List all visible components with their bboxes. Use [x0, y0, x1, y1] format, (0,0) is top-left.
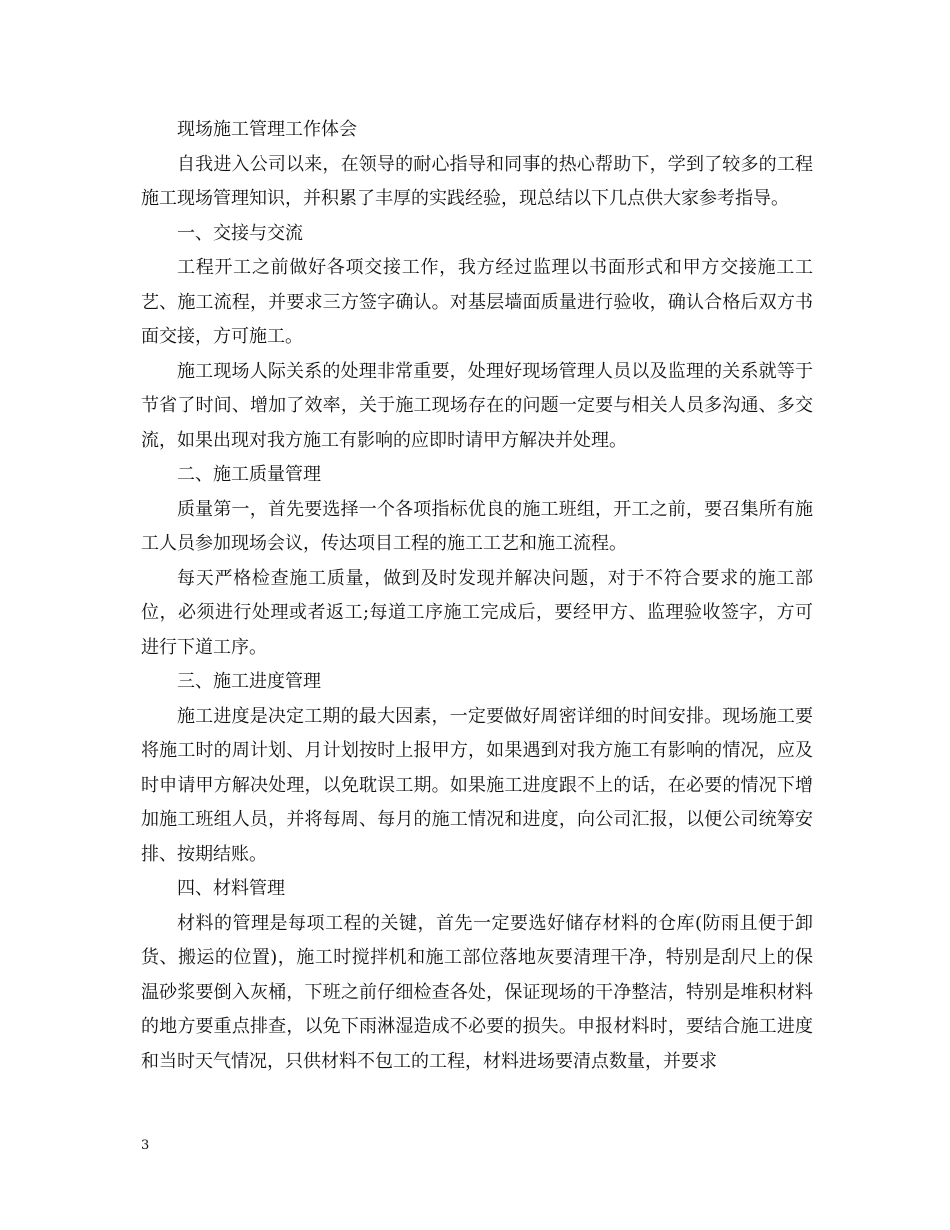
paragraph-schedule-1: 施工进度是决定工期的最大因素，一定要做好周密详细的时间安排。现场施工要将施工时的周计划、月计划按时上报甲方，如果遇到对我方施工有影响的情况，应及时申请甲方解决处理，以免耽误工期。如果施工进度跟不上的话，在必要的情况下增加施工班组人员，并将每周、每月的施工情况和进度，向公司汇报，以便公司统筹安排、按期结账。: [141, 705, 813, 865]
section-heading-handover: 一、交接与交流: [177, 222, 303, 244]
section-heading-quality: 二、施工质量管理: [177, 464, 321, 485]
intro-paragraph: 自我进入公司以来，在领导的耐心指导和同事的热心帮助下，学到了较多的工程施工现场管理知识，并积累了丰厚的实践经验，现总结以下几点供大家参考指导。: [141, 153, 813, 209]
paragraph-handover-1: 工程开工之前做好各项交接工作，我方经过监理以书面形式和甲方交接施工工艺、施工流程，并要求三方签字确认。对基层墙面质量进行验收，确认合格后双方书面交接，方可施工。: [141, 257, 813, 347]
paragraph-quality-1: 质量第一，首先要选择一个各项指标优良的施工班组，开工之前，要召集所有施工人员参加现场会议，传达项目工程的施工工艺和施工流程。: [141, 498, 813, 554]
document-title: 现场施工管理工作体会: [177, 119, 357, 140]
paragraph-materials-1: 材料的管理是每项工程的关键，首先一定要选好储存材料的仓库(防雨且便于卸货、搬运的位置)，施工时搅拌机和施工部位落地灰要清理干净，特别是刮尺上的保温砂浆要倒入灰桶，下班之前仔细检查各处，保证现场的干净整洁，特别是堆积材料的地方要重点排查，以免下雨淋湿造成不必要的损失。申报材料时，要结合施工进度和当时天气情况，只供材料不包工的工程，材料进场要清点数量，并要求: [141, 912, 813, 1072]
page-number: 3: [141, 1138, 150, 1153]
paragraph-handover-2: 施工现场人际关系的处理非常重要，处理好现场管理人员以及监理的关系就等于节省了时间、增加了效率，关于施工现场存在的问题一定要与相关人员多沟通、多交流，如果出现对我方施工有影响的应即时请甲方解决并处理。: [141, 360, 813, 451]
section-heading-schedule: 三、施工进度管理: [177, 671, 321, 692]
document-body: [141, 113, 813, 1079]
paragraph-quality-2: 每天严格检查施工质量，做到及时发现并解决问题，对于不符合要求的施工部位，必须进行处理或者返工;每道工序施工完成后，要经甲方、监理验收签字，方可进行下道工序。: [141, 567, 813, 658]
section-heading-materials: 四、材料管理: [177, 878, 285, 899]
